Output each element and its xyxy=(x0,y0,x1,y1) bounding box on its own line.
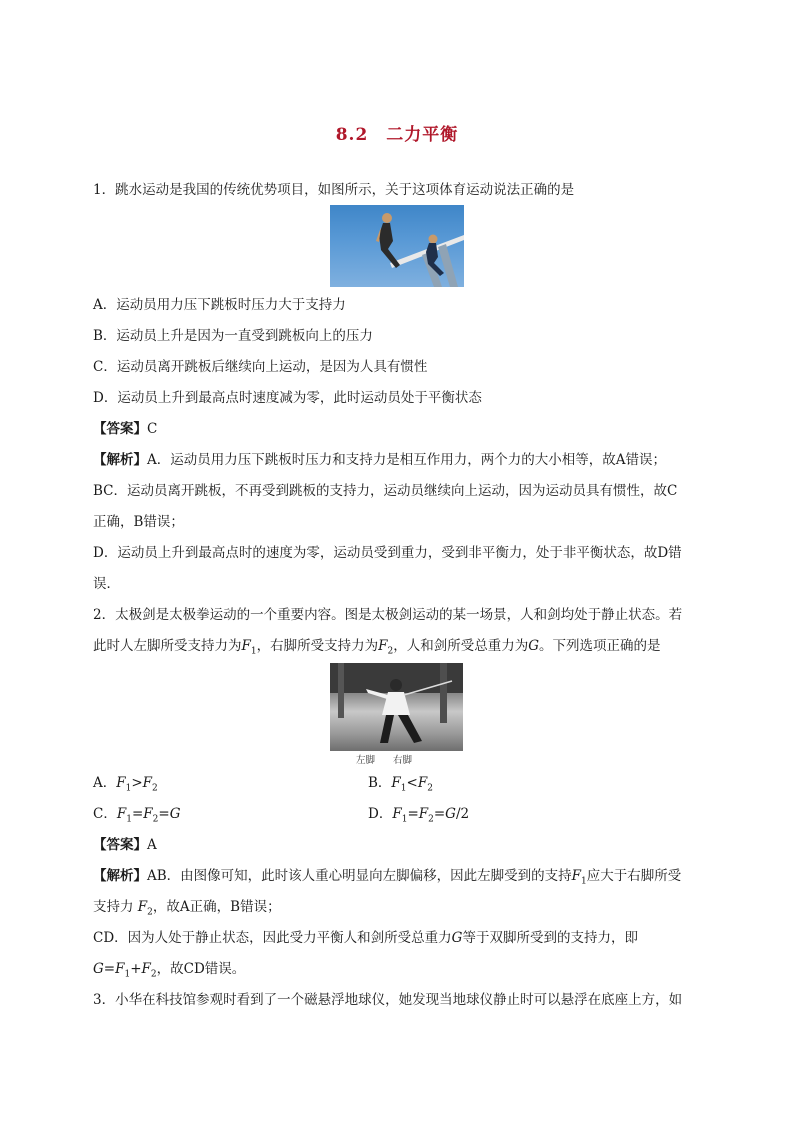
q1-option-a: A．运动员用力压下跳板时压力大于支持力 xyxy=(93,297,346,313)
q1-analysis-3: 正确，B错误； xyxy=(93,514,184,530)
q1-analysis-1 xyxy=(93,450,708,470)
stem-text: 此时人左脚所受支持力为 xyxy=(93,638,242,654)
option-letter: C． xyxy=(93,806,117,822)
q2-option-a: A．$F_1>F_2$ xyxy=(93,775,158,794)
answer-label: 【答案】 xyxy=(93,837,147,853)
analysis-text: ，故CD错误。 xyxy=(156,961,246,977)
q2-stem-2: 此时人左脚所受支持力为$F_1$，右脚所受支持力为$F_2$，人和剑所受总重力为G。下列选项正确的是 xyxy=(93,638,661,657)
q1-answer xyxy=(93,419,708,439)
q2-option-d: D．$F_1=F_2=G/2$ xyxy=(368,806,470,825)
q2-option-c: C．$F_1=F_2=G$ xyxy=(93,806,181,825)
right-foot-label: 右脚 xyxy=(393,755,413,766)
q2-stem-1: 2．太极剑是太极拳运动的一个重要内容。图是太极剑运动的某一场景，人和剑均处于静止状态。若 xyxy=(93,607,683,623)
option-letter: B． xyxy=(368,775,392,791)
q2-analysis-3: CD．因为人处于静止状态，因此受力平衡人和剑所受总重力G等于双脚所受到的支持力，即 xyxy=(93,930,638,946)
analysis-text: ，故A正确，B错误； xyxy=(152,899,281,915)
q1-analysis-2: BC．运动员离开跳板，不再受到跳板的支持力，运动员继续向上运动，因为运动员具有惯性，故C xyxy=(93,483,678,499)
q2-analysis-2: 支持力 $F_2$，故A正确，B错误； xyxy=(93,899,281,918)
analysis-text: AB．由图像可知，此时该人重心明显向左脚偏移，因此左脚受到的支持 xyxy=(147,868,572,884)
analysis-text: 等于双脚所受到的支持力，即 xyxy=(462,930,638,946)
q2-answer xyxy=(93,835,708,855)
tai-chi-photo xyxy=(330,663,463,751)
q2-analysis-1: 【解析】AB．由图像可知，此时该人重心明显向左脚偏移，因此左脚受到的支持$F_1$应大于右脚所受 xyxy=(93,868,682,887)
option-letter: D． xyxy=(368,806,393,822)
q1-analysis-4: D．运动员上升到最高点时的速度为零，运动员受到重力，受到非平衡力，处于非平衡状态，故D错 xyxy=(93,545,682,561)
q2-option-b: B．$F_1<F_2$ xyxy=(368,775,433,794)
q1-option-b: B．运动员上升是因为一直受到跳板向上的压力 xyxy=(93,328,373,344)
diving-photo xyxy=(330,205,464,287)
analysis-text: A．运动员用力压下跳板时压力和支持力是相互作用力，两个力的大小相等，故A错误； xyxy=(147,452,666,468)
analysis-text: 应大于右脚所受 xyxy=(586,868,682,884)
analysis-text: CD．因为人处于静止状态，因此受力平衡人和剑所受总重力 xyxy=(93,930,452,946)
q2-analysis-4: $G=F_1+F_2$，故CD错误。 xyxy=(93,961,246,980)
q1-stem: 1．跳水运动是我国的传统优势项目，如图所示，关于这项体育运动说法正确的是 xyxy=(93,182,575,198)
left-foot-label: 左脚 xyxy=(356,755,376,766)
analysis-text: 支持力 xyxy=(93,899,134,915)
option-letter: A． xyxy=(93,775,117,791)
analysis-label: 【解析】 xyxy=(93,868,147,884)
stem-text: 。下列选项正确的是 xyxy=(539,638,661,654)
answer-value: C xyxy=(147,421,158,437)
stem-text: ，右脚所受支持力为 xyxy=(256,638,379,654)
foot-caption xyxy=(356,752,430,766)
analysis-label: 【解析】 xyxy=(93,452,147,468)
answer-value: A xyxy=(147,837,157,853)
q1-analysis-5: 误． xyxy=(93,576,120,592)
q3-stem: 3．小华在科技馆参观时看到了一个磁悬浮地球仪，她发现当地球仪静止时可以悬浮在底座上方，如 xyxy=(93,992,683,1008)
stem-text: ，人和剑所受总重力为 xyxy=(393,638,529,654)
answer-label: 【答案】 xyxy=(93,421,147,437)
page-title: 8.2 二力平衡 xyxy=(335,125,459,145)
q1-option-d: D．运动员上升到最高点时速度减为零，此时运动员处于平衡状态 xyxy=(93,390,482,406)
q1-option-c: C．运动员离开跳板后继续向上运动，是因为人具有惯性 xyxy=(93,359,428,375)
